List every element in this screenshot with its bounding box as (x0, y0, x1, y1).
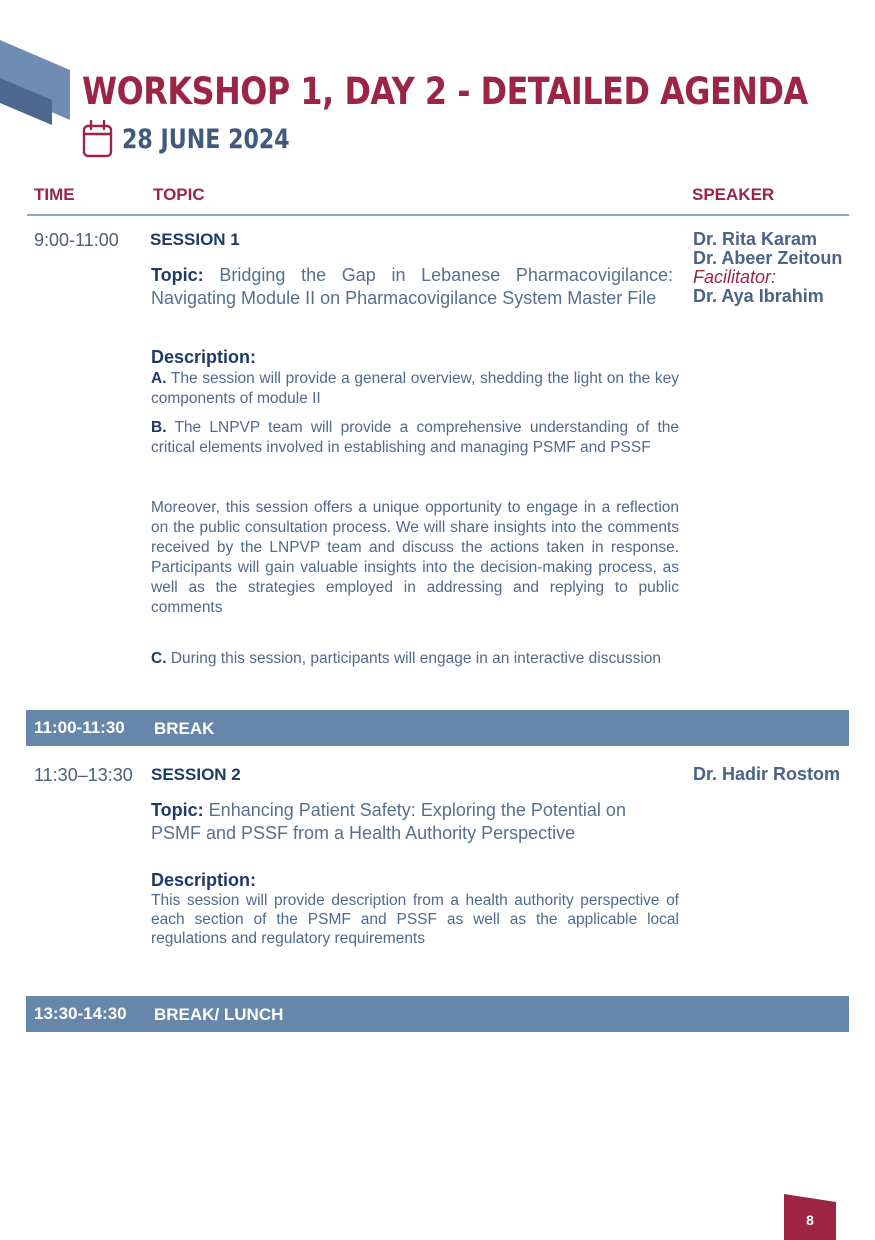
session2-title: SESSION 2 (151, 765, 241, 784)
facilitator-label: Facilitator: (693, 267, 777, 287)
session1-item-b-text: The LNPVP team will provide a comprehensive understanding of the critical elements involved in establishing and managing PSMF and PSSF (151, 419, 679, 456)
column-header-speaker: SPEAKER (692, 185, 775, 204)
header-divider (27, 214, 849, 216)
lunch-band (26, 996, 849, 1032)
event-date: 28 JUNE 2024 (122, 124, 290, 155)
lunch-time: 13:30-14:30 (34, 1004, 127, 1023)
session2-topic-text: Enhancing Patient Safety: Exploring the Potential on PSMF and PSSF from a Health Authority Perspective (151, 800, 626, 843)
session1-moreover: Moreover, this session offers a unique opportunity to engage in a reflection on the public consultation process. We will share insights into the comments received by the LNPVP team and discuss the actions taken in response. Participants will gain valuable insights into the decision-making process, as well as the strategies employed in addressing and replying to public comments (151, 499, 679, 616)
session2-description-label: Description: (151, 870, 257, 890)
break-time: 11:00-11:30 (34, 718, 125, 737)
session1-item-b (151, 418, 679, 458)
facilitator-name: Dr. Aya Ibrahim (693, 286, 824, 306)
session1-speakers (693, 230, 842, 306)
column-header-topic: TOPIC (153, 185, 205, 204)
session1-item-a-label: A. (151, 370, 167, 387)
calendar-icon (82, 120, 114, 158)
session1-description-label: Description: (151, 347, 257, 367)
session2-topic (151, 799, 676, 845)
session1-item-a (151, 369, 679, 409)
break-label: BREAK (154, 719, 215, 738)
session1-item-a-text: The session will provide a general overview, shedding the light on the key components of module II (151, 370, 680, 407)
session1-topic-label: Topic: (151, 265, 204, 285)
session1-title: SESSION 1 (150, 230, 240, 249)
speaker-2: Dr. Abeer Zeitoun (693, 248, 843, 268)
session2-topic-label: Topic: (151, 800, 204, 820)
speaker-1: Dr. Rita Karam (693, 229, 818, 249)
session1-item-b-label: B. (151, 419, 167, 436)
session2-time: 11:30–13:30 (34, 765, 133, 785)
corner-ribbon-decoration (0, 30, 75, 130)
session2-description: This session will provide description from a health authority perspective of each section of the PSMF and PSSF as well as the applicable local regulations and regulatory requirements (151, 892, 679, 947)
session1-topic (151, 264, 673, 310)
page-title: WORKSHOP 1, DAY 2 - DETAILED AGENDA (82, 70, 808, 113)
session1-time: 9:00-11:00 (34, 230, 119, 250)
break-band (26, 710, 849, 746)
session1-item-c-label: C. (151, 650, 167, 667)
session2-speaker: Dr. Hadir Rostom (693, 764, 841, 784)
session1-item-c (151, 649, 679, 669)
session1-topic-text: Bridging the Gap in Lebanese Pharmacovigilance: Navigating Module II on Pharmacovigilance System Master File (151, 265, 673, 308)
lunch-label: BREAK/ LUNCH (154, 1005, 284, 1024)
session1-item-c-text: During this session, participants will engage in an interactive discussion (170, 650, 662, 667)
page-number: 8 (806, 1212, 814, 1228)
column-header-time: TIME (34, 185, 75, 204)
